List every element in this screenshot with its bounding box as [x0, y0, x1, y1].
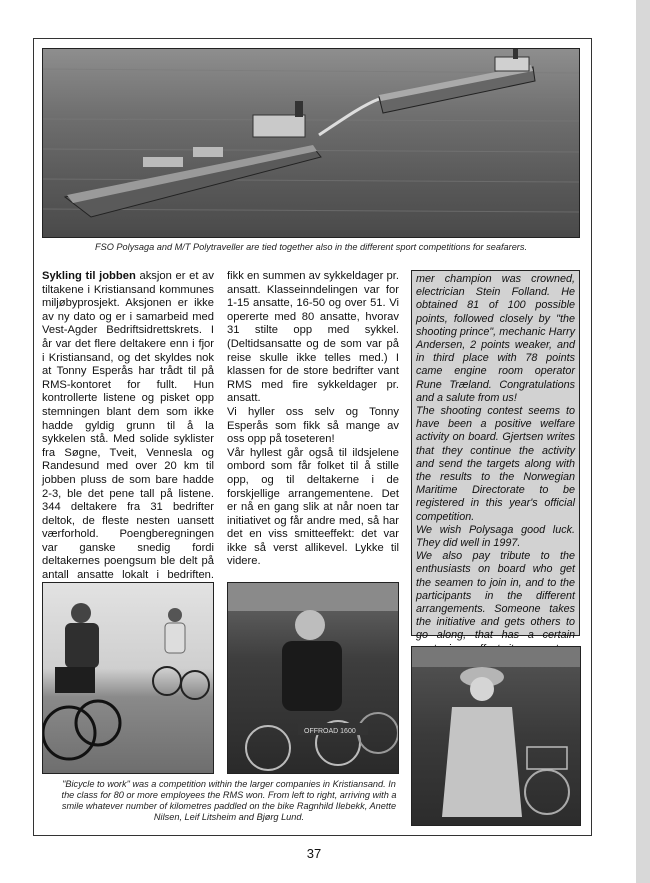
bike-sign-text: OFFROAD 1600	[304, 728, 356, 735]
page-number: 37	[306, 846, 322, 861]
box-paragraph: mer champion was crowned, electrician Stein Folland. He obtained 81 of 100 possible points, followed closely by "the shooting prince", mechanic Harry Andersen, 2 points weaker, and in third place with 78 points came engine room operator Rune Træland. Congratulations and a salute from us!	[416, 273, 575, 404]
article-column-1	[42, 270, 214, 596]
article-paragraph: Vår hyllest går også til ildsjelene ombord som får folket til å stille opp, og til deltakerne i de forskjellige arrangementene. Det er nå en gang slik at når noen tar initiativet og får andre med, så har det en viss smitteeffekt: det var ikke så verst allikevel. Lykke til videre.	[227, 446, 399, 568]
english-summary-box	[411, 270, 580, 642]
ships-illustration	[43, 49, 580, 238]
article-paragraph: fikk en summen av sykkeldager pr. ansatt. Klasseinndelingen var for 1-15 ansatte, 16-50 og over 51. Vi opererte med 80 ansatte, hvorav 31 stilte opp med sykkel. (Deltidsansatte og de som var på reise skulle ikke telles med.) I klassen for de store bedrifter vant RMS med fire sykkeldager pr. ansatt.	[227, 270, 399, 405]
box-paragraph: We wish Polysaga good luck. They did well in 1997.	[416, 523, 575, 550]
ships-photo	[42, 48, 580, 238]
article-lead: Sykling til jobben	[42, 270, 136, 282]
woman-rain-photo	[411, 646, 581, 826]
top-photo-caption: FSO Polysaga and M/T Polytraveller are tied together also in the different sport competitions for seafarers.	[94, 242, 528, 252]
tanker-ship	[379, 49, 535, 113]
cyclists-photo	[42, 582, 214, 774]
cyclists-illustration	[43, 583, 214, 774]
page-edge	[636, 0, 650, 883]
box-paragraph: We also pay tribute to the enthusiasts on board who get the seamen to join in, and to the participants in the different arrangements. Someone takes the initiative and gets others to go along, that has a certain	[416, 550, 575, 642]
cyclist-with-bikes-photo	[227, 582, 399, 774]
article-text: aksjon er et av tiltakene i Kristiansand kommunes miljøbyprosjekt. Aksjonen er ikke av ny dato og er i samarbeid med Vest-Agder Bedriftsidrettskrets. I år var det flere deltakere enn i fjor i Kristiansand, og det skyldes nok at Tonny Esperås har trådt til på RMS-kontoret for fullt. Hun kontrollerte listene og pisket opp stemningen blant dem som ikke hadde gyldig grunn til å la sykkelen stå. Med solide syklister fra Søgne, Tveit, Vennesla og Randesund med over 20 km til jobben pluss de som bare hadde 2-3, ble det pene tall på listene. 344 deltakere fra 31 bedrifter deltok, de fleste nesten uansett værforhold. Poengberegningen var ganske snedig fordi deltakernes poengsum ble delt på antall ansatte lokalt i bedriften.	[42, 270, 214, 582]
article-paragraph: Vi hyller oss selv og Tonny Esperås som fikk så mange av oss opp på toseteren!	[227, 405, 399, 446]
box-paragraph: The shooting contest seems to have been a positive welfare activity on board. Gjertsen writes that they continue the activity and send the targets along with the results to the Norwegian Maritime Directorate to be registered in this year's official competition.	[416, 405, 575, 523]
woman-illustration	[412, 647, 581, 826]
cyclist-illustration	[228, 583, 399, 774]
fso-ship	[65, 101, 321, 217]
article-column-2	[227, 270, 399, 569]
article-paragraph	[42, 270, 214, 596]
bottom-photo-caption: "Bicycle to work" was a competition within the larger companies in Kristiansand. In the class for 80 or more employees the RMS won. From left to right, arriving with a smile whatever number of kilometres paddled on the bike Ragnhild Ilebekk, Anette Nilsen, Leif Litsheim and Bjørg Lund.	[61, 779, 397, 822]
